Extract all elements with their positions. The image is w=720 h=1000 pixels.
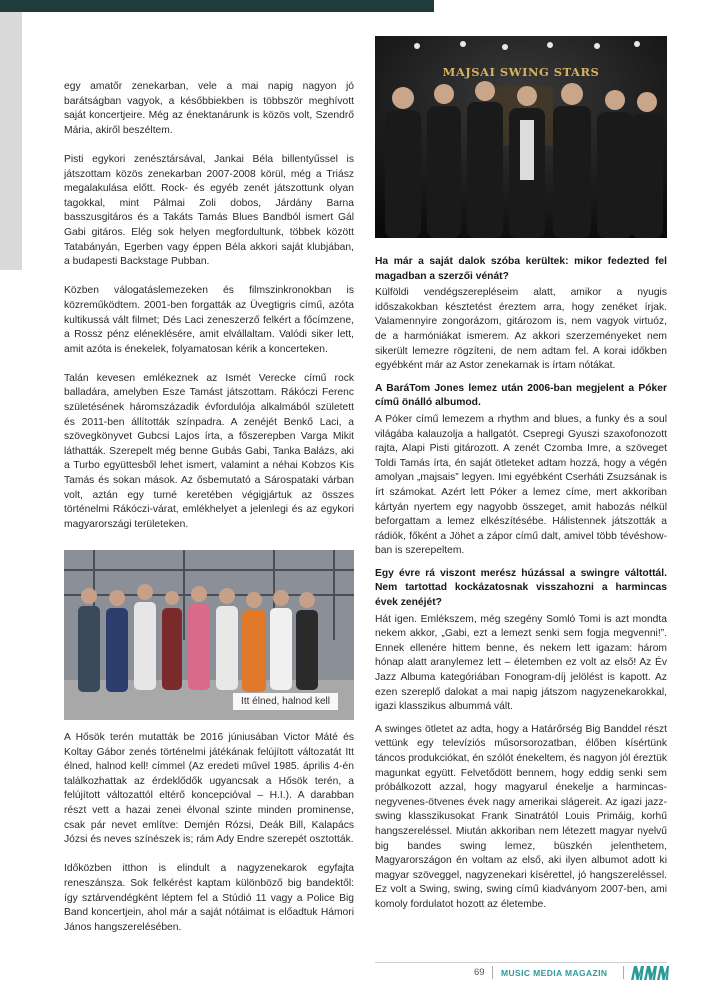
footer-separator	[492, 966, 493, 979]
band-photo	[375, 36, 667, 238]
top-decor-bar	[0, 0, 434, 12]
footer-separator	[623, 966, 624, 979]
right-column	[375, 255, 667, 921]
paragraph: Pisti egykori zenésztársával, Jankai Béla billentyűssel is játszottam közös zenekarban 2007-2008 körül, még a Triász megalakulása előtt. Rock- és egyéb zenét játszottunk olyan tagokkal, mint Pálmai Zoli dobos, Járdány Barna basszusgitáros és a Takáts Tamás Blues Bandból ismert Gál Gabi gitáros. Elég sok helyen megfordultunk, többek között Tatabányán, Egerben vagy éppen Béla akkori saját klubjában, a budapesti Backstage Pubban.	[64, 153, 354, 268]
left-column-bottom	[64, 731, 354, 950]
side-decor-bar	[0, 12, 22, 270]
paragraph: egy amatőr zenekarban, vele a mai napig nagyon jó barátságban vagyok, a későbbiekben is többször meghívott saját koncertjeire. Még az énektanárunk is közös volt, Szendrő Mária, akiről beszéltem.	[64, 81, 354, 136]
paragraph: Időközben itthon is elindult a nagyzenekarok egyfajta reneszánsza. Sok felkérést kaptam különböző big bandektől: így sztárvendégként léptem fel a Stúdió 11 vagy a Police Big Band koncertjein, ahol már a saját nótáimat is előadtuk Hámori János hangszerelésében.	[64, 863, 354, 933]
page-number: 69	[474, 967, 485, 978]
interview-question: A BaráTom Jones lemez után 2006-ban megjelent a Póker című önálló albumod.	[375, 382, 667, 409]
mmm-logo-icon	[631, 964, 669, 980]
interview-answer: Külföldi vendégszerepléseim alatt, amikor a nyugis időszakokban késztetést éreztem arra, hogy zenéket írjak. Valamennyire zongorázom, gitározom is, nem vagyok virtuóz, de a harmóniákat ismerem. Az akkori szerzeményeket nem sikerült lemezre rögzíteni, de nem adtam fel. A korai időkben egyébként már az Astor zenekarnak is írtam nótákat.	[375, 287, 667, 372]
interview-answer: A swinges ötletet az adta, hogy a Határőrség Big Banddel részt vettünk egy televíziós műsorsorozatban, élőben kísértünk táncos produkciókat, én szólót énekeltem, és nagyon jól éreztük magunkat együtt. Felvetődött bennem, hogy eddig senki sem próbálkozott azzal, hogy magyarul énekelje a harmincas-negyvenes-ötvenes évek nagy amerikai slágereit. Az igazi jazz-swing klasszikusokat Frank Sinatrától Louis Primáig, korhű hangszereléssel. Miután akkoriban nem létezett magyar nyelvű big bandes swing lemez, büszkén jelenthetem, Magyarországon én voltam az első, aki ilyen albumot adott ki magyar szöveggel, nagyzenekari kísérettel, jó hangszereléssel. Ez volt a Swing, swing, swing című kiadványom 2007-ben, ami komoly fordulatot hozott az életembe.	[375, 723, 667, 910]
interview-answer: A Póker című lemezem a rhythm and blues, a funky és a soul világába kalauzolja a hallgatót. Csepregi Gyuszi szaxofonozott rajta, Alapi Pisti gitározott. A zenét Czomba Imre, a szöveget Toldi Tamás írta, én saját ötleteket adtam hozzá, hogy a végén amolyan „majsais” legyen. Imi egyébként Cserháti Zsuzsának is írt számokat. Azért lett Póker a lemez címe, mert akkoriban kártyán nyertem egy nagyobb összeget, amit habozás nélkül beforgattam a lemez elkészítésébe. Hálistennek játszották a rádiók, főként a Jöhet a zápor című dalt, amivel több tévéshow-ban is szerepeltem.	[375, 413, 667, 557]
footer-divider	[375, 962, 667, 963]
interview-question: Egy évre rá viszont merész húzással a swingre váltottál. Nem tartottad kockázatosnak visszahozni a harmincas évek zenéjét?	[375, 567, 667, 609]
photo-caption: Itt élned, halnod kell	[233, 693, 338, 710]
paragraph: Közben válogatáslemezeken és filmszinkronokban is közreműködtem. 2001-ben forgatták az Üvegtigris című, azóta kultikussá vált filmet; Dés Laci zeneszerző felkért a főcímzene, a Rossz pénz eléneklésére, amit elvállaltam. Valódi siker lett, amit azóta is énekelek, folyamatosan kérik a koncerteken.	[64, 285, 354, 355]
left-column	[64, 80, 354, 547]
paragraph: Talán kevesen emlékeznek az Ismét Verecke című rock balladára, amelyben Esze Tamást játszottam. Rákóczi Ferenc születésének háromszázadik évfordulója alkalmából született és 2011-ben állították színpadra. A zenéjét Benkő Laci, a szövegkönyvet Gubcsi Lajos írta, a főszerepben Varga Mikit láthatták. Szerepelt még benne Gubás Gabi, Tanka Balázs, aki a Turbo együttesből lehet ismert, valamint a néhai Kobzos Kis Tamás és sokan mások. Az ősbemutató a Sárospataki várban volt, aztán egy turné keretében végigjártuk az összes történelmi Rákóczi-várat, emlékhelyet a jelenlegi és az egykori magyarországi területeken.	[64, 372, 354, 530]
interview-question: Ha már a saját dalok szóba kerültek: mikor fedezted fel magadban a szerzői vénát?	[375, 256, 667, 282]
magazine-name: MUSIC MEDIA MAGAZIN	[501, 968, 608, 978]
paragraph: A Hősök terén mutatták be 2016 júniusában Victor Máté és Koltay Gábor zenés történelmi játékának felújított változatát Itt élned, halnod kell! címmel (Az eredeti művel 1985. április 4-én találkozhattak az érdeklődők ugyancsak a Hősök terén, a felújított változattól eltérő koncepcióval – H.I.). A darabban részt vett a hazai zenei élvonal szinte minden prominense, csak pár nevet említve: Demjén Rózsi, Deák Bill, Kalapács Józsi és neves színészek is; rám Ady Endre szerepét osztották.	[64, 732, 354, 846]
photo-banner-text: MAJSAI SWING STARS	[442, 65, 600, 79]
interview-answer: Hát igen. Emlékszem, még szegény Somló Tomi is azt mondta nekem akkor, „Gabi, ezt a lemezt senki sem fogja megvenni!”. Ennek ellenére hittem benne, és nekem lett igazam: három hónap alatt aranylemez lett – életemben ez volt az első! Az Év Jazz Albuma kategóriában Fonogram-díj jelölést is kapott. Az ezen szereplő dalokat a mai napig játszom nagyzenekarokkal, igazi klasszikus albummá vált.	[375, 613, 667, 713]
stage-group-photo	[64, 550, 354, 720]
